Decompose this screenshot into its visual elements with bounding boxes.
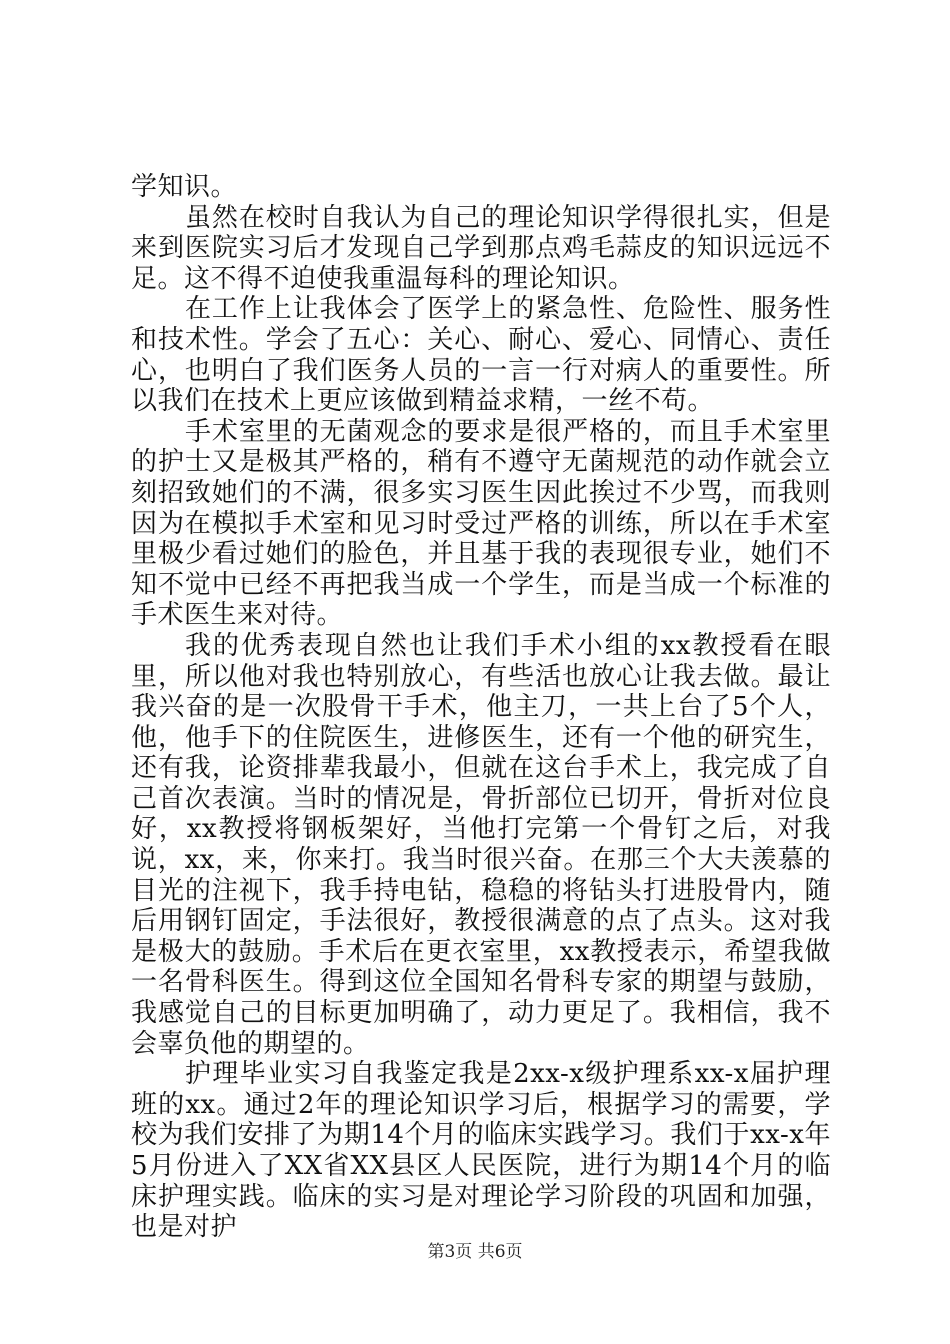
paragraph-6: 护理毕业实习自我鉴定我是2xx-x级护理系xx-x届护理班的xx。通过2年的理论知识学习后，根据学习的需要，学校为我们安排了为期14个月的临床实践学习。我们于xx-x年5月份进入了XX省XX县区人民医院，进行为期14个月的临床护理实践。临床的实习是对理论学习阶段的巩固和加强，也是对护: [131, 1059, 831, 1243]
paragraph-1: 学知识。: [131, 172, 238, 202]
paragraph-3: 在工作上让我体会了医学上的紧急性、危险性、服务性和技术性。学会了五心：关心、耐心、爱心、同情心、责任心，也明白了我们医务人员的一言一行对病人的重要性。所以我们在技术上更应该做到精益求精，一丝不苟。: [131, 294, 831, 417]
paragraph-2: 虽然在校时自我认为自己的理论知识学得很扎实，但是来到医院实习后才发现自己学到那点鸡毛蒜皮的知识远远不足。这不得不迫使我重温每科的理论知识。: [131, 202, 831, 294]
page-footer: 第3页 共6页: [427, 1242, 523, 1262]
paragraph-4: 手术室里的无菌观念的要求是很严格的，而且手术室里的护士又是极其严格的，稍有不遵守无菌规范的动作就会立刻招致她们的不满，很多实习医生因此挨过不少骂，而我则因为在模拟手术室和见习时受过严格的训练，所以在手术室里极少看过她们的脸色，并且基于我的表现很专业，她们不知不觉中已经不再把我当成一个学生，而是当成一个标准的手术医生来对待。: [131, 416, 831, 631]
paragraph-5: 我的优秀表现自然也让我们手术小组的xx教授看在眼里，所以他对我也特别放心，有些活也放心让我去做。最让我兴奋的是一次股骨干手术，他主刀，一共上台了5个人，他，他手下的住院医生，进修医生，还有一个他的研究生，还有我，论资排辈我最小，但就在这台手术上，我完成了自己首次表演。当时的情况是，骨折部位已切开，骨折对位良好，xx教授将钢板架好，当他打完第一个骨钉之后，对我说，xx，来，你来打。我当时很兴奋。在那三个大夫羡慕的目光的注视下，我手持电钻，稳稳的将钻头打进股骨内，随后用钢钉固定，手法很好，教授很满意的点了点头。这对我是极大的鼓励。手术后在更衣室里，xx教授表示，希望我做一名骨科医生。得到这位全国知名骨科专家的期望与鼓励，我感觉自己的目标更加明确了，动力更足了。我相信，我不会辜负他的期望的。: [131, 630, 831, 1059]
document-body: [131, 172, 831, 1243]
